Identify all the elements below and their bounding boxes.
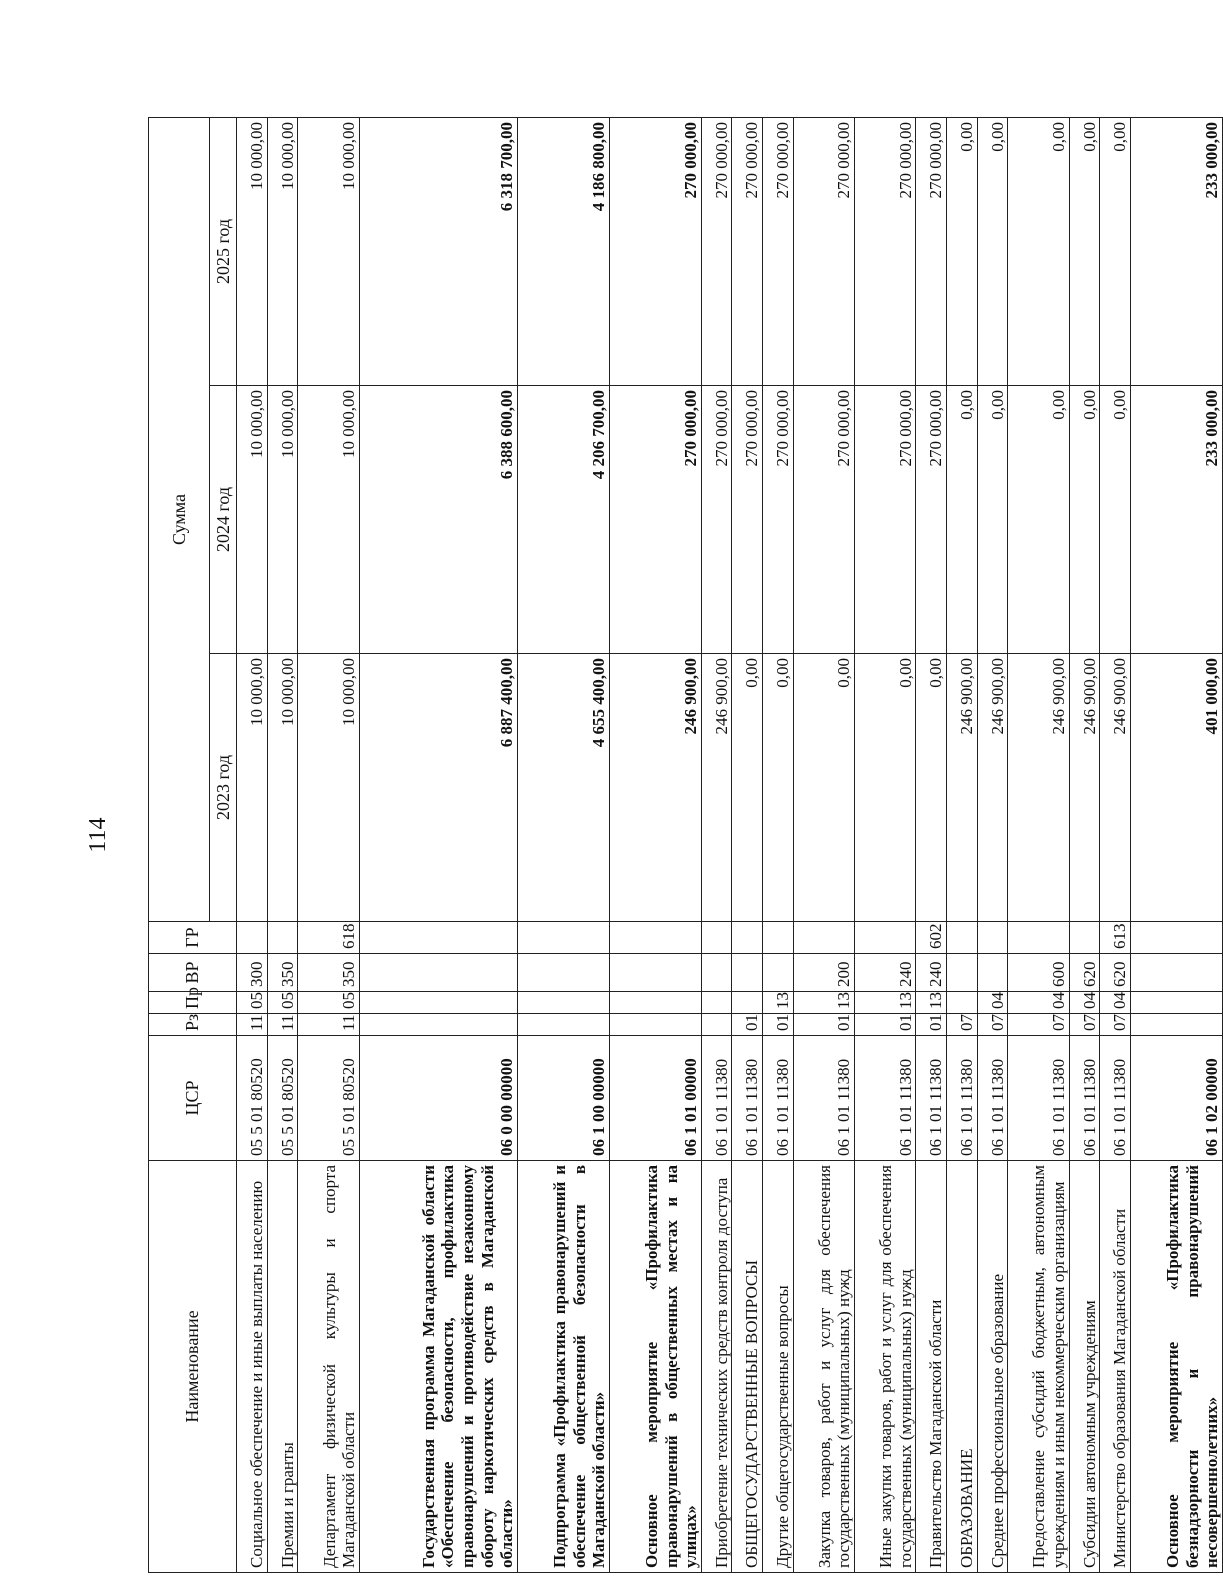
cell-gr bbox=[1069, 922, 1100, 954]
cell-csr: 06 1 01 11380 bbox=[977, 1036, 1008, 1161]
cell-vr bbox=[701, 954, 732, 992]
cell-pr bbox=[609, 992, 701, 1014]
cell-name: Иные закупки товаров, работ и услуг для обеспечения государственных (муниципальных) нужд bbox=[854, 1161, 915, 1573]
table-row bbox=[916, 117, 947, 1572]
table-row bbox=[1100, 117, 1131, 1572]
cell-2023: 246 900,00 bbox=[946, 654, 977, 922]
cell-vr: 620 bbox=[1100, 954, 1131, 992]
table-row bbox=[762, 117, 793, 1572]
header-2024: 2024 год bbox=[210, 386, 237, 654]
header-vr: ВР bbox=[149, 954, 237, 992]
cell-2023: 0,00 bbox=[762, 654, 793, 922]
cell-2023: 10 000,00 bbox=[267, 654, 298, 922]
cell-pr: 05 bbox=[267, 992, 298, 1014]
cell-pr: 13 bbox=[793, 992, 854, 1014]
cell-2023: 10 000,00 bbox=[298, 654, 359, 922]
cell-vr: 240 bbox=[916, 954, 947, 992]
cell-csr: 06 1 01 11380 bbox=[916, 1036, 947, 1161]
cell-gr bbox=[977, 922, 1008, 954]
cell-pr: 04 bbox=[1100, 992, 1131, 1014]
cell-2023: 246 900,00 bbox=[609, 654, 701, 922]
cell-vr: 620 bbox=[1069, 954, 1100, 992]
cell-pr bbox=[517, 992, 609, 1014]
cell-gr bbox=[854, 922, 915, 954]
cell-2024: 270 000,00 bbox=[609, 386, 701, 654]
cell-pr: 04 bbox=[1008, 992, 1069, 1014]
cell-2025: 0,00 bbox=[1100, 117, 1131, 385]
cell-rz: 07 bbox=[1069, 1014, 1100, 1036]
cell-rz: 01 bbox=[854, 1014, 915, 1036]
table-row bbox=[854, 117, 915, 1572]
cell-csr: 06 0 00 00000 bbox=[359, 1036, 517, 1161]
cell-2025: 4 186 800,00 bbox=[517, 117, 609, 385]
cell-2024: 10 000,00 bbox=[298, 386, 359, 654]
cell-csr: 06 1 01 11380 bbox=[1100, 1036, 1131, 1161]
cell-pr bbox=[701, 992, 732, 1014]
cell-2025: 10 000,00 bbox=[237, 117, 268, 385]
cell-2023: 0,00 bbox=[732, 654, 763, 922]
cell-pr: 13 bbox=[854, 992, 915, 1014]
cell-2024: 10 000,00 bbox=[237, 386, 268, 654]
cell-vr bbox=[1130, 954, 1222, 992]
cell-2024: 270 000,00 bbox=[762, 386, 793, 654]
table-row bbox=[1069, 117, 1100, 1572]
cell-name: Закупка товаров, работ и услуг для обеспечения государственных (муниципальных) нужд bbox=[793, 1161, 854, 1573]
cell-2025: 0,00 bbox=[946, 117, 977, 385]
cell-gr bbox=[793, 922, 854, 954]
cell-pr bbox=[359, 992, 517, 1014]
cell-2025: 270 000,00 bbox=[854, 117, 915, 385]
table-row bbox=[517, 117, 609, 1572]
cell-csr: 06 1 01 00000 bbox=[609, 1036, 701, 1161]
cell-name: Правительство Магаданской области bbox=[916, 1161, 947, 1573]
cell-name: Среднее профессиональное образование bbox=[977, 1161, 1008, 1573]
cell-name: Государственная программа Магаданской области «Обеспечение безопасности, профилактика правонарушений и противодействие незаконному обороту наркотических средств в Магаданской области» bbox=[359, 1161, 517, 1573]
rotated-table-container bbox=[148, 118, 1223, 1573]
cell-csr: 05 5 01 80520 bbox=[298, 1036, 359, 1161]
cell-2023: 6 887 400,00 bbox=[359, 654, 517, 922]
header-name: Наименование bbox=[149, 1161, 237, 1573]
cell-vr: 350 bbox=[298, 954, 359, 992]
cell-rz: 07 bbox=[1008, 1014, 1069, 1036]
cell-2023: 4 655 400,00 bbox=[517, 654, 609, 922]
header-2023: 2023 год bbox=[210, 654, 237, 922]
cell-name: Основное мероприятие «Профилактика правонарушений в общественных местах и на улицах» bbox=[609, 1161, 701, 1573]
cell-2025: 270 000,00 bbox=[762, 117, 793, 385]
cell-csr: 06 1 01 11380 bbox=[762, 1036, 793, 1161]
cell-vr bbox=[977, 954, 1008, 992]
cell-2025: 10 000,00 bbox=[298, 117, 359, 385]
cell-vr bbox=[946, 954, 977, 992]
header-csr: ЦСР bbox=[149, 1036, 237, 1161]
cell-gr bbox=[946, 922, 977, 954]
cell-csr: 06 1 01 11380 bbox=[1069, 1036, 1100, 1161]
cell-csr: 06 1 01 11380 bbox=[793, 1036, 854, 1161]
cell-gr bbox=[732, 922, 763, 954]
cell-rz: 11 bbox=[267, 1014, 298, 1036]
cell-2025: 0,00 bbox=[1008, 117, 1069, 385]
cell-2024: 0,00 bbox=[946, 386, 977, 654]
cell-2025: 6 318 700,00 bbox=[359, 117, 517, 385]
cell-pr: 05 bbox=[237, 992, 268, 1014]
cell-csr: 05 5 01 80520 bbox=[267, 1036, 298, 1161]
table-row bbox=[267, 117, 298, 1572]
cell-csr: 06 1 01 11380 bbox=[1008, 1036, 1069, 1161]
cell-2023: 0,00 bbox=[916, 654, 947, 922]
cell-2025: 233 000,00 bbox=[1130, 117, 1222, 385]
cell-pr bbox=[732, 992, 763, 1014]
cell-csr: 06 1 01 11380 bbox=[946, 1036, 977, 1161]
cell-rz bbox=[609, 1014, 701, 1036]
cell-2024: 10 000,00 bbox=[267, 386, 298, 654]
cell-name: ОБРАЗОВАНИЕ bbox=[946, 1161, 977, 1573]
budget-table bbox=[148, 117, 1223, 1573]
header-rz: Рз bbox=[149, 1014, 237, 1036]
cell-2025: 270 000,00 bbox=[793, 117, 854, 385]
cell-2025: 270 000,00 bbox=[609, 117, 701, 385]
cell-vr: 300 bbox=[237, 954, 268, 992]
cell-name: Премии и гранты bbox=[267, 1161, 298, 1573]
cell-rz: 07 bbox=[946, 1014, 977, 1036]
cell-pr: 04 bbox=[1069, 992, 1100, 1014]
cell-2025: 270 000,00 bbox=[732, 117, 763, 385]
table-row bbox=[1130, 117, 1222, 1572]
cell-2025: 0,00 bbox=[977, 117, 1008, 385]
cell-csr: 06 1 01 11380 bbox=[854, 1036, 915, 1161]
cell-vr: 240 bbox=[854, 954, 915, 992]
header-gr: ГР bbox=[149, 922, 237, 954]
cell-name: Субсидии автономным учреждениям bbox=[1069, 1161, 1100, 1573]
cell-pr bbox=[946, 992, 977, 1014]
cell-2025: 10 000,00 bbox=[267, 117, 298, 385]
table-row bbox=[793, 117, 854, 1572]
cell-2024: 6 388 600,00 bbox=[359, 386, 517, 654]
cell-2024: 270 000,00 bbox=[854, 386, 915, 654]
cell-rz bbox=[359, 1014, 517, 1036]
cell-name: ОБЩЕГОСУДАРСТВЕННЫЕ ВОПРОСЫ bbox=[732, 1161, 763, 1573]
cell-2024: 0,00 bbox=[977, 386, 1008, 654]
cell-name: Департамент физической культуры и спорта Магаданской области bbox=[298, 1161, 359, 1573]
cell-vr: 350 bbox=[267, 954, 298, 992]
cell-2023: 246 900,00 bbox=[1100, 654, 1131, 922]
cell-pr: 13 bbox=[762, 992, 793, 1014]
cell-2023: 246 900,00 bbox=[1069, 654, 1100, 922]
cell-2024: 270 000,00 bbox=[793, 386, 854, 654]
cell-pr: 05 bbox=[298, 992, 359, 1014]
table-row bbox=[946, 117, 977, 1572]
cell-2024: 4 206 700,00 bbox=[517, 386, 609, 654]
table-row bbox=[359, 117, 517, 1572]
table-row bbox=[609, 117, 701, 1572]
cell-rz: 07 bbox=[977, 1014, 1008, 1036]
header-sum: Сумма bbox=[149, 117, 210, 921]
cell-name: Социальное обеспечение и иные выплаты населению bbox=[237, 1161, 268, 1573]
cell-csr: 06 1 00 00000 bbox=[517, 1036, 609, 1161]
cell-2024: 270 000,00 bbox=[732, 386, 763, 654]
cell-vr bbox=[609, 954, 701, 992]
cell-gr bbox=[609, 922, 701, 954]
cell-rz bbox=[517, 1014, 609, 1036]
cell-name: Предоставление субсидий бюджетным, автономным учреждениям и иным некоммерческим организациям bbox=[1008, 1161, 1069, 1573]
table-row bbox=[1008, 117, 1069, 1572]
cell-vr bbox=[762, 954, 793, 992]
cell-pr: 04 bbox=[977, 992, 1008, 1014]
cell-vr: 600 bbox=[1008, 954, 1069, 992]
cell-2023: 10 000,00 bbox=[237, 654, 268, 922]
cell-2024: 270 000,00 bbox=[701, 386, 732, 654]
cell-rz bbox=[701, 1014, 732, 1036]
cell-gr bbox=[517, 922, 609, 954]
cell-2025: 270 000,00 bbox=[701, 117, 732, 385]
cell-rz: 01 bbox=[793, 1014, 854, 1036]
cell-csr: 05 5 01 80520 bbox=[237, 1036, 268, 1161]
page-number: 114 bbox=[84, 817, 111, 853]
cell-name: Приобретение технических средств контроля доступа bbox=[701, 1161, 732, 1573]
cell-gr bbox=[267, 922, 298, 954]
cell-gr: 618 bbox=[298, 922, 359, 954]
cell-vr bbox=[359, 954, 517, 992]
cell-2025: 270 000,00 bbox=[916, 117, 947, 385]
table-row bbox=[977, 117, 1008, 1572]
table-body bbox=[237, 117, 1223, 1572]
cell-vr bbox=[732, 954, 763, 992]
cell-2024: 0,00 bbox=[1008, 386, 1069, 654]
cell-csr: 06 1 01 11380 bbox=[732, 1036, 763, 1161]
cell-2024: 0,00 bbox=[1100, 386, 1131, 654]
cell-2023: 246 900,00 bbox=[701, 654, 732, 922]
header-2025: 2025 год bbox=[210, 117, 237, 385]
cell-2024: 0,00 bbox=[1069, 386, 1100, 654]
table-row bbox=[701, 117, 732, 1572]
cell-2025: 0,00 bbox=[1069, 117, 1100, 385]
cell-2023: 246 900,00 bbox=[1008, 654, 1069, 922]
cell-gr bbox=[1130, 922, 1222, 954]
cell-gr: 602 bbox=[916, 922, 947, 954]
cell-vr: 200 bbox=[793, 954, 854, 992]
table-row bbox=[298, 117, 359, 1572]
cell-2023: 0,00 bbox=[793, 654, 854, 922]
cell-gr bbox=[237, 922, 268, 954]
cell-rz: 11 bbox=[298, 1014, 359, 1036]
cell-pr bbox=[1130, 992, 1222, 1014]
cell-2023: 246 900,00 bbox=[977, 654, 1008, 922]
cell-name: Основное мероприятие «Профилактика безнадзорности и правонарушений несовершеннолетних» bbox=[1130, 1161, 1222, 1573]
cell-rz: 11 bbox=[237, 1014, 268, 1036]
cell-csr: 06 1 01 11380 bbox=[701, 1036, 732, 1161]
cell-rz: 01 bbox=[916, 1014, 947, 1036]
cell-gr: 613 bbox=[1100, 922, 1131, 954]
cell-gr bbox=[762, 922, 793, 954]
cell-pr: 13 bbox=[916, 992, 947, 1014]
cell-name: Министерство образования Магаданской области bbox=[1100, 1161, 1131, 1573]
cell-name: Подпрограмма «Профилактика правонарушений и обеспечение общественной безопасности в Магаданской области» bbox=[517, 1161, 609, 1573]
cell-name: Другие общегосударственные вопросы bbox=[762, 1161, 793, 1573]
cell-csr: 06 1 02 00000 bbox=[1130, 1036, 1222, 1161]
cell-2024: 270 000,00 bbox=[916, 386, 947, 654]
cell-gr bbox=[359, 922, 517, 954]
cell-rz bbox=[1130, 1014, 1222, 1036]
table-row bbox=[732, 117, 763, 1572]
cell-rz: 07 bbox=[1100, 1014, 1131, 1036]
table-row bbox=[237, 117, 268, 1572]
cell-rz: 01 bbox=[732, 1014, 763, 1036]
cell-2024: 233 000,00 bbox=[1130, 386, 1222, 654]
cell-rz: 01 bbox=[762, 1014, 793, 1036]
cell-2023: 0,00 bbox=[854, 654, 915, 922]
cell-vr bbox=[517, 954, 609, 992]
cell-2023: 401 000,00 bbox=[1130, 654, 1222, 922]
cell-gr bbox=[1008, 922, 1069, 954]
header-pr: Пр bbox=[149, 992, 237, 1014]
cell-gr bbox=[701, 922, 732, 954]
